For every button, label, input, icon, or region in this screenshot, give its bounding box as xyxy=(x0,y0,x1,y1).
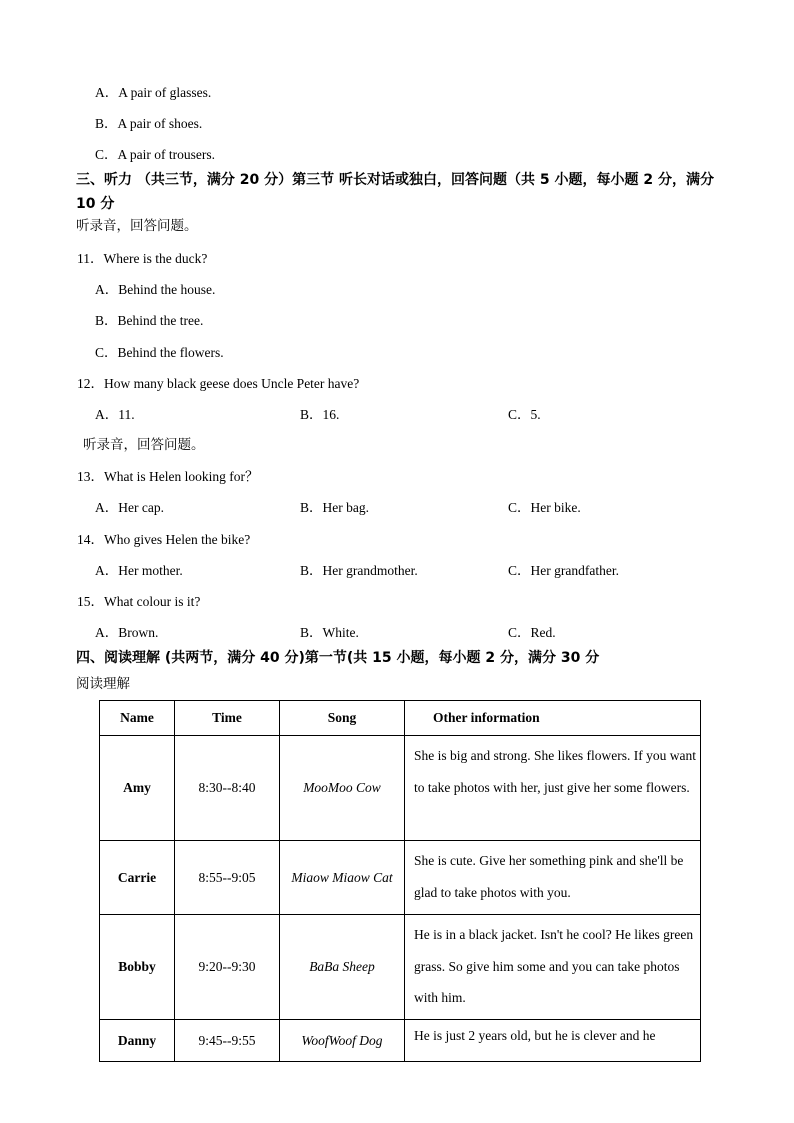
cell-info: She is big and strong. She likes flowers. If you want to take photos with her, just give her some flowers. xyxy=(405,736,701,841)
q14-question: 14．Who gives Helen the bike? xyxy=(77,532,251,547)
cell-time: 8:30--8:40 xyxy=(175,736,280,841)
cell-time: 9:20--9:30 xyxy=(175,915,280,1020)
q10-option-b: B．A pair of shoes. xyxy=(95,116,203,131)
listening-instruction-1: 听录音，回答问题。 xyxy=(76,218,198,234)
q13-option-a: A．Her cap. xyxy=(95,500,164,515)
cell-song: MooMoo Cow xyxy=(280,736,405,841)
performance-info-table xyxy=(99,700,701,1062)
q12-option-a: A．11. xyxy=(95,407,135,422)
table-header-row xyxy=(100,701,701,736)
listening-instruction-2: 听录音，回答问题。 xyxy=(83,437,205,453)
table-row xyxy=(100,1020,701,1062)
cell-time: 9:45--9:55 xyxy=(175,1020,280,1062)
cell-time: 8:55--9:05 xyxy=(175,841,280,915)
q11-question: 11．Where is the duck? xyxy=(77,251,208,266)
section4-subheading: 阅读理解 xyxy=(76,676,130,692)
header-other-information: Other information xyxy=(405,701,701,736)
table-row xyxy=(100,736,701,841)
q15-option-b: B．White. xyxy=(300,625,359,640)
q13-option-c: C．Her bike. xyxy=(508,500,581,515)
section3-heading: 三、听力 （共三节，满分 20 分）第三节 听长对话或独白，回答问题（共 5 小题，每小题 2 分，满分 10 分 xyxy=(76,172,714,212)
table-row xyxy=(100,841,701,915)
section4-heading: 四、阅读理解 (共两节，满分 40 分)第一节(共 15 小题，每小题 2 分，满分 30 分 xyxy=(76,650,600,666)
q12-option-b: B．16. xyxy=(300,407,340,422)
header-time: Time xyxy=(175,701,280,736)
q14-option-a: A．Her mother. xyxy=(95,563,183,578)
cell-info: She is cute. Give her something pink and she'll be glad to take photos with you. xyxy=(405,841,701,915)
cell-name: Carrie xyxy=(100,841,175,915)
cell-info: He is just 2 years old, but he is clever and he xyxy=(405,1020,701,1062)
q14-option-b: B．Her grandmother. xyxy=(300,563,418,578)
q11-option-b: B．Behind the tree. xyxy=(95,313,204,328)
header-song: Song xyxy=(280,701,405,736)
cell-name: Amy xyxy=(100,736,175,841)
q15-option-a: A．Brown. xyxy=(95,625,159,640)
cell-song: WoofWoof Dog xyxy=(280,1020,405,1062)
q13-option-b: B．Her bag. xyxy=(300,500,369,515)
cell-name: Bobby xyxy=(100,915,175,1020)
q13-question: 13．What is Helen looking for？ xyxy=(77,469,259,484)
cell-song: BaBa Sheep xyxy=(280,915,405,1020)
cell-info: He is in a black jacket. Isn't he cool? He likes green grass. So give him some and you can take photos with him. xyxy=(405,915,701,1020)
q12-option-c: C．5. xyxy=(508,407,541,422)
table-row xyxy=(100,915,701,1020)
q15-option-c: C．Red. xyxy=(508,625,556,640)
q10-option-c: C．A pair of trousers. xyxy=(95,147,215,162)
q15-question: 15．What colour is it? xyxy=(77,594,201,609)
q11-option-a: A．Behind the house. xyxy=(95,282,216,297)
q14-option-c: C．Her grandfather. xyxy=(508,563,619,578)
cell-name: Danny xyxy=(100,1020,175,1062)
q10-option-a: A．A pair of glasses. xyxy=(95,85,212,100)
q12-question: 12．How many black geese does Uncle Peter have? xyxy=(77,376,360,391)
cell-song: Miaow Miaow Cat xyxy=(280,841,405,915)
header-name: Name xyxy=(100,701,175,736)
q11-option-c: C．Behind the flowers. xyxy=(95,345,224,360)
